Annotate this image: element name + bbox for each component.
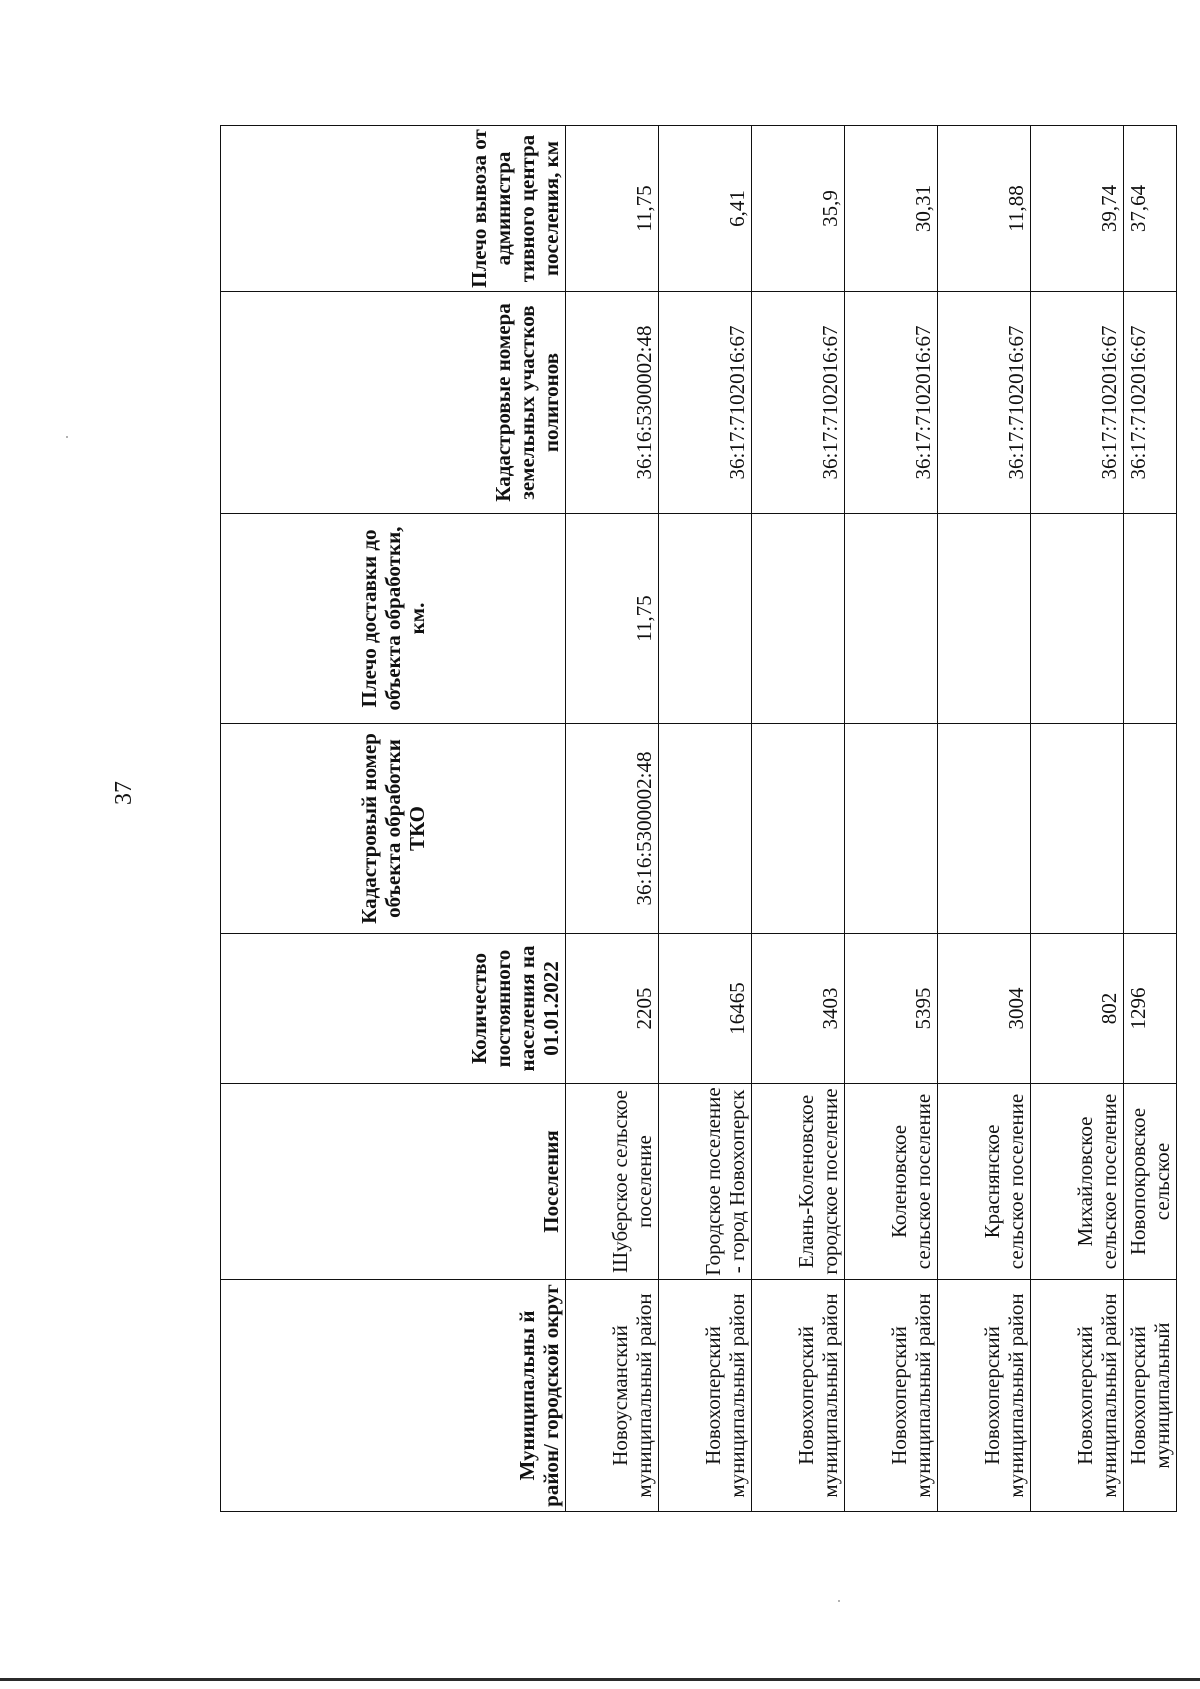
cell-population: 16465 (659, 934, 752, 1084)
cell-settlement: Краснянское сельское поселение (938, 1084, 1031, 1280)
cell-processing-cadastral (659, 724, 752, 934)
cell-population: 3403 (752, 934, 845, 1084)
cell-export-km: 39,74 (1031, 126, 1124, 292)
cell-export-km: 11,75 (566, 126, 659, 292)
cell-landfill-cadastral: 36:17:7102016:67 (752, 292, 845, 514)
cell-district: Новохоперский муниципальный район (938, 1280, 1031, 1512)
cell-settlement: Городское поселение - город Новохоперск (659, 1084, 752, 1280)
cell-district: Новохоперский муниципальный район (1031, 1280, 1124, 1512)
cell-landfill-cadastral: 36:16:5300002:48 (566, 292, 659, 514)
cell-export-km: 35,9 (752, 126, 845, 292)
cell-export-km: 30,31 (845, 126, 938, 292)
table-row (1124, 126, 1177, 1512)
cell-district: Новохоперский муниципальный (1124, 1280, 1177, 1512)
table-row (1031, 126, 1124, 1512)
cell-district: Новохоперский муниципальный район (752, 1280, 845, 1512)
cell-district: Новохоперский муниципальный район (845, 1280, 938, 1512)
table-row (938, 126, 1031, 1512)
waste-logistics-table (220, 125, 1177, 1512)
cell-delivery-km (659, 514, 752, 724)
cell-export-km: 11,88 (938, 126, 1031, 292)
header-export-km: Плечо вывоза от администра тивного центра поселения, км (221, 126, 566, 292)
scan-edge-line (0, 1678, 1200, 1681)
cell-settlement: Коленовское сельское поселение (845, 1084, 938, 1280)
header-population: Количество постоянного населения на 01.01.2022 (221, 934, 566, 1084)
page-number: 37 (111, 781, 137, 805)
header-district: Муниципальны й район/ городской округ (221, 1280, 566, 1512)
cell-delivery-km (845, 514, 938, 724)
cell-export-km: 37,64 (1124, 126, 1177, 292)
cell-district: Новоусманский муниципальный район (566, 1280, 659, 1512)
table-header-row (221, 126, 566, 1512)
scan-speck (66, 436, 68, 438)
cell-population: 1296 (1124, 934, 1177, 1084)
cell-settlement: Михайловское сельское поселение (1031, 1084, 1124, 1280)
scan-speck (838, 1600, 840, 1602)
cell-processing-cadastral (752, 724, 845, 934)
cell-landfill-cadastral: 36:17:7102016:67 (1031, 292, 1124, 514)
cell-population: 5395 (845, 934, 938, 1084)
cell-population: 3004 (938, 934, 1031, 1084)
cell-settlement: Шуберское сельское поселение (566, 1084, 659, 1280)
cell-population: 2205 (566, 934, 659, 1084)
table-row (659, 126, 752, 1512)
cell-population: 802 (1031, 934, 1124, 1084)
cell-processing-cadastral (845, 724, 938, 934)
table-row (566, 126, 659, 1512)
cell-landfill-cadastral: 36:17:7102016:67 (938, 292, 1031, 514)
header-processing-cadastral: Кадастровый номер объекта обработки ТКО (221, 724, 566, 934)
cell-delivery-km (752, 514, 845, 724)
cell-export-km: 6,41 (659, 126, 752, 292)
cell-processing-cadastral (1124, 724, 1177, 934)
header-landfill-cadastral: Кадастровые номера земельных участков полигонов (221, 292, 566, 514)
cell-delivery-km (938, 514, 1031, 724)
table-frame (220, 126, 1174, 1512)
cell-delivery-km (1124, 514, 1177, 724)
header-settlement: Поселения (221, 1084, 566, 1280)
cell-district: Новохоперский муниципальный район (659, 1280, 752, 1512)
cell-delivery-km (1031, 514, 1124, 724)
table-row (752, 126, 845, 1512)
header-delivery-km: Плечо доставки до объекта обработки, км. (221, 514, 566, 724)
cell-processing-cadastral: 36:16:5300002:48 (566, 724, 659, 934)
cell-landfill-cadastral: 36:17:7102016:67 (1124, 292, 1177, 514)
cell-settlement: Новопокровское сельское (1124, 1084, 1177, 1280)
cell-landfill-cadastral: 36:17:7102016:67 (659, 292, 752, 514)
cell-settlement: Елань-Коленовское городское поселение (752, 1084, 845, 1280)
cell-landfill-cadastral: 36:17:7102016:67 (845, 292, 938, 514)
cell-processing-cadastral (1031, 724, 1124, 934)
cell-processing-cadastral (938, 724, 1031, 934)
cell-delivery-km: 11,75 (566, 514, 659, 724)
table-row (845, 126, 938, 1512)
